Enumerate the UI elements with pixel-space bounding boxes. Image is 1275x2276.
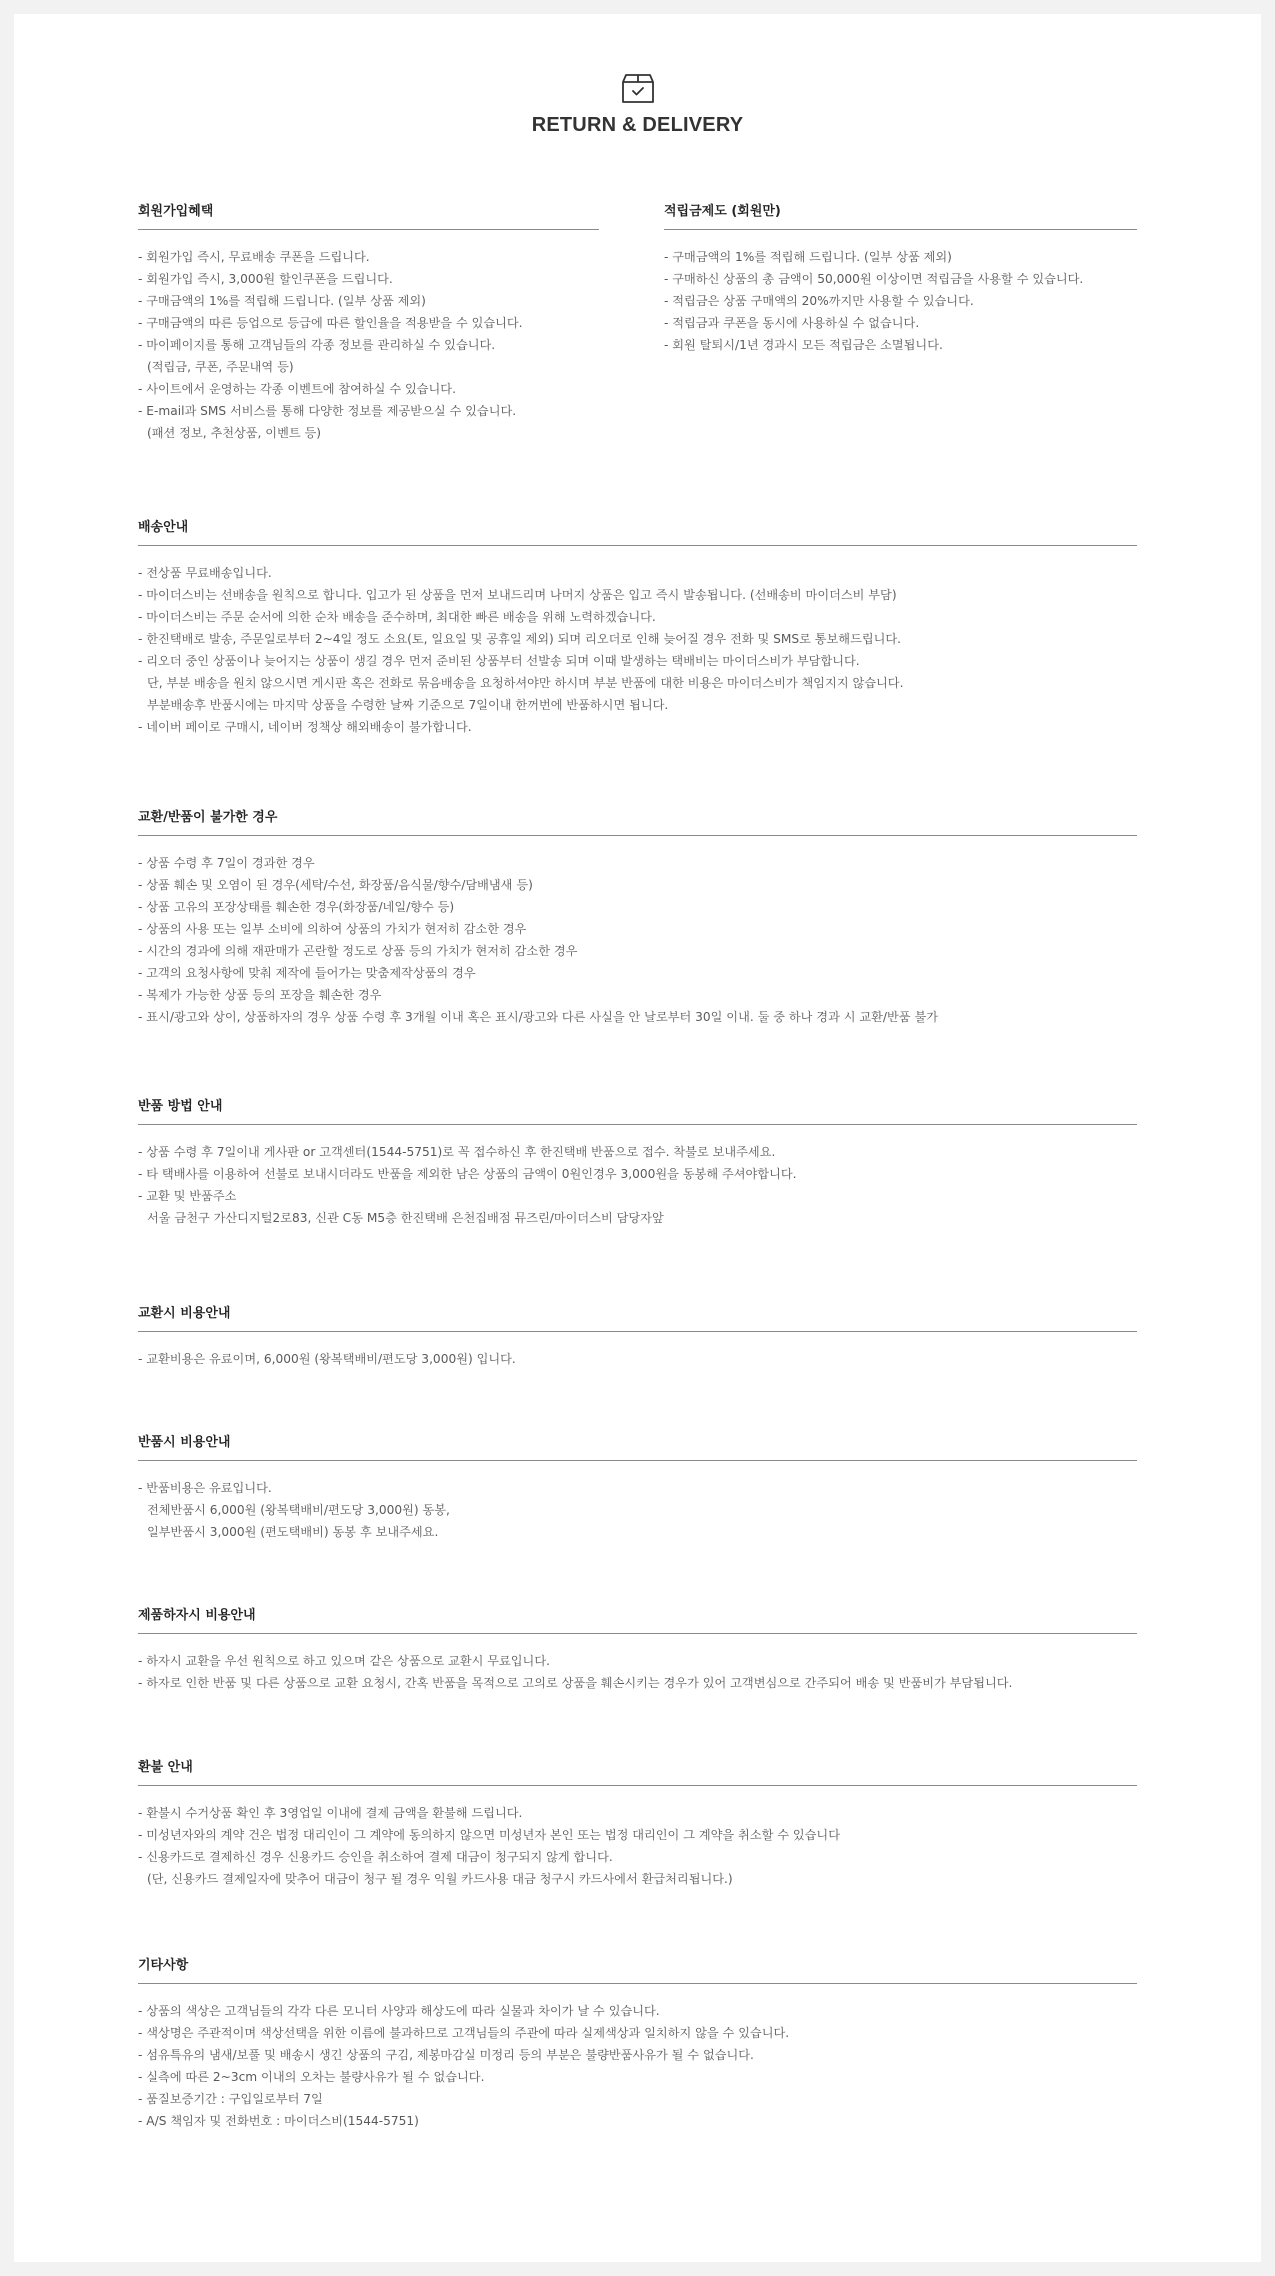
section-title: 반품 방법 안내 bbox=[138, 1095, 1137, 1125]
section-list bbox=[138, 1650, 1137, 1694]
list-item: - 회원가입 즉시, 3,000원 할인쿠폰을 드립니다. bbox=[138, 272, 393, 286]
list-item: - 고객의 요청사항에 맞춰 제작에 들어가는 맞춤제작상품의 경우 bbox=[138, 966, 476, 980]
list-item-note: 단, 부분 배송을 원치 않으시면 게시판 혹은 전화로 묶음배송을 요청하셔야만 하시며 부분 반품에 대한 비용은 마이더스비가 책임지지 않습니다. bbox=[147, 676, 904, 690]
section-membership bbox=[138, 200, 599, 444]
section-points bbox=[664, 200, 1137, 356]
list-item: - 하자시 교환을 우선 원칙으로 하고 있으며 같은 상품으로 교환시 무료입니다. bbox=[138, 1654, 550, 1668]
section-list bbox=[138, 1141, 1137, 1229]
section-title: 반품시 비용안내 bbox=[138, 1431, 1137, 1461]
section-title: 제품하자시 비용안내 bbox=[138, 1604, 1137, 1634]
section-list bbox=[138, 562, 1137, 738]
page-header bbox=[14, 70, 1261, 137]
section-title: 교환시 비용안내 bbox=[138, 1302, 1137, 1332]
list-item: - 마이더스비는 선배송을 원칙으로 합니다. 입고가 된 상품을 먼저 보내드리며 나머지 상품은 입고 즉시 발송됩니다. (선배송비 마이더스비 부담) bbox=[138, 588, 897, 602]
list-item: - A/S 책임자 및 전화번호 : 마이더스비(1544-5751) bbox=[138, 2114, 419, 2128]
list-item: - 미성년자와의 계약 건은 법정 대리인이 그 계약에 동의하지 않으면 미성년자 본인 또는 법정 대리인이 그 계약을 취소할 수 있습니다 bbox=[138, 1828, 840, 1842]
section-title: 교환/반품이 불가한 경우 bbox=[138, 806, 1137, 836]
list-item: - 상품의 색상은 고객님들의 각각 다른 모니터 사양과 해상도에 따라 실물과 차이가 날 수 있습니다. bbox=[138, 2004, 660, 2018]
section-list bbox=[138, 1802, 1137, 1890]
section-etc bbox=[138, 1954, 1137, 2132]
section-defect-cost bbox=[138, 1604, 1137, 1694]
list-item: - E-mail과 SMS 서비스를 통해 다양한 정보를 제공받으실 수 있습니다. bbox=[138, 404, 517, 418]
list-item: - 적립금은 상품 구매액의 20%까지만 사용할 수 있습니다. bbox=[664, 294, 974, 308]
section-list bbox=[138, 852, 1137, 1028]
list-item: - 품질보증기간 : 구입일로부터 7일 bbox=[138, 2092, 323, 2106]
section-list bbox=[138, 1477, 1137, 1543]
list-item: - 구매하신 상품의 총 금액이 50,000원 이상이면 적립금을 사용할 수 있습니다. bbox=[664, 272, 1084, 286]
list-item: - 상품 수령 후 7일이 경과한 경우 bbox=[138, 856, 315, 870]
section-exchange-cost bbox=[138, 1302, 1137, 1370]
list-item: - 상품 고유의 포장상태를 훼손한 경우(화장품/네일/향수 등) bbox=[138, 900, 455, 914]
list-item: - 실측에 따른 2~3cm 이내의 오차는 불량사유가 될 수 없습니다. bbox=[138, 2070, 485, 2084]
page-title: RETURN & DELIVERY bbox=[531, 114, 744, 136]
list-item: - 신용카드로 결제하신 경우 신용카드 승인을 취소하여 결제 대금이 청구되지 않게 합니다. bbox=[138, 1850, 613, 1864]
section-title: 배송안내 bbox=[138, 516, 1137, 546]
list-item-note: 부분배송후 반품시에는 마지막 상품을 수령한 날짜 기준으로 7일이내 한꺼번에 반품하시면 됩니다. bbox=[147, 698, 669, 712]
section-list bbox=[138, 246, 599, 444]
list-item: - 구매금액의 1%를 적립해 드립니다. (일부 상품 제외) bbox=[664, 250, 952, 264]
list-item: - 교환비용은 유료이며, 6,000원 (왕복택배비/편도당 3,000원) 입니다. bbox=[138, 1352, 516, 1366]
list-item: - 시간의 경과에 의해 재판매가 곤란할 정도로 상품 등의 가치가 현저히 감소한 경우 bbox=[138, 944, 578, 958]
section-refund bbox=[138, 1756, 1137, 1890]
list-item: - 한진택배로 발송, 주문일로부터 2~4일 정도 소요(토, 일요일 및 공휴일 제외) 되며 리오더로 인해 늦어질 경우 전화 및 SMS로 통보해드립니다. bbox=[138, 632, 902, 646]
section-list bbox=[664, 246, 1137, 356]
list-item: - 하자로 인한 반품 및 다른 상품으로 교환 요청시, 간혹 반품을 목적으로 고의로 상품을 훼손시키는 경우가 있어 고객변심으로 간주되어 배송 및 반품비가 부담됩니다. bbox=[138, 1676, 1013, 1690]
list-item: - 구매금액의 1%를 적립해 드립니다. (일부 상품 제외) bbox=[138, 294, 426, 308]
section-delivery bbox=[138, 516, 1137, 738]
section-title: 환불 안내 bbox=[138, 1756, 1137, 1786]
list-item: - 마이페이지를 통해 고객님들의 각종 정보를 관리하실 수 있습니다. bbox=[138, 338, 496, 352]
section-list bbox=[138, 1348, 1137, 1370]
list-item-note: (적립금, 쿠폰, 주문내역 등) bbox=[147, 360, 294, 374]
section-list bbox=[138, 2000, 1137, 2132]
list-item: - 색상명은 주관적이며 색상선택을 위한 이름에 불과하므로 고객님들의 주관에 따라 실제색상과 일치하지 않을 수 있습니다. bbox=[138, 2026, 790, 2040]
list-item: - 섬유특유의 냄새/보풀 및 배송시 생긴 상품의 구김, 제봉마감실 미정리 등의 부분은 불량반품사유가 될 수 없습니다. bbox=[138, 2048, 754, 2062]
list-item: - 반품비용은 유료입니다. bbox=[138, 1481, 272, 1495]
content-card bbox=[14, 14, 1261, 2262]
list-item: - 상품의 사용 또는 일부 소비에 의하여 상품의 가치가 현저히 감소한 경우 bbox=[138, 922, 527, 936]
list-item: - 교환 및 반품주소 bbox=[138, 1189, 237, 1203]
section-return-cost bbox=[138, 1431, 1137, 1543]
section-title: 기타사항 bbox=[138, 1954, 1137, 1984]
list-item: - 구매금액의 따른 등업으로 등급에 따른 할인율을 적용받을 수 있습니다. bbox=[138, 316, 523, 330]
section-return-method bbox=[138, 1095, 1137, 1229]
list-item: - 리오더 중인 상품이나 늦어지는 상품이 생길 경우 먼저 준비된 상품부터 선발송 되며 이때 발생하는 택배비는 마이더스비가 부담합니다. bbox=[138, 654, 860, 668]
list-item: - 전상품 무료배송입니다. bbox=[138, 566, 272, 580]
list-item: - 회원 탈퇴시/1년 경과시 모든 적립금은 소멸됩니다. bbox=[664, 338, 943, 352]
list-item: - 타 택배사를 이용하여 선불로 보내시더라도 반품을 제외한 남은 상품의 금액이 0원인경우 3,000원을 동봉해 주셔야합니다. bbox=[138, 1167, 797, 1181]
list-item: - 표시/광고와 상이, 상품하자의 경우 상품 수령 후 3개월 이내 혹은 표시/광고와 다른 사실을 안 날로부터 30일 이내. 둘 중 하나 경과 시 교환/반품 불가 bbox=[138, 1010, 938, 1024]
list-item: - 사이트에서 운영하는 각종 이벤트에 참여하실 수 있습니다. bbox=[138, 382, 456, 396]
section-title: 회원가입혜택 bbox=[138, 200, 599, 230]
list-item: - 상품 훼손 및 오염이 된 경우(세탁/수선, 화장품/음식물/향수/담배냄새 등) bbox=[138, 878, 533, 892]
list-item: - 환불시 수거상품 확인 후 3영업일 이내에 결제 금액을 환불해 드립니다. bbox=[138, 1806, 523, 1820]
package-check-icon bbox=[620, 70, 656, 106]
list-item-note: 일부반품시 3,000원 (편도택배비) 동봉 후 보내주세요. bbox=[147, 1525, 439, 1539]
list-item: - 적립금과 쿠폰을 동시에 사용하실 수 없습니다. bbox=[664, 316, 920, 330]
section-title: 적립금제도 (회원만) bbox=[664, 200, 1137, 230]
list-item-note: 서울 금천구 가산디지털2로83, 신관 C동 M5층 한진택배 은천집배점 뮤즈린/마이더스비 담당자앞 bbox=[147, 1211, 664, 1225]
section-no-return bbox=[138, 806, 1137, 1028]
list-item: - 마이더스비는 주문 순서에 의한 순차 배송을 준수하며, 최대한 빠른 배송을 위해 노력하겠습니다. bbox=[138, 610, 656, 624]
list-item: - 상품 수령 후 7일이내 게사판 or 고객센터(1544-5751)로 꼭 접수하신 후 한진택배 반품으로 접수. 착불로 보내주세요. bbox=[138, 1145, 776, 1159]
list-item-note: (패션 정보, 추천상품, 이벤트 등) bbox=[147, 426, 322, 440]
list-item: - 네이버 페이로 구매시, 네이버 정책상 해외배송이 불가합니다. bbox=[138, 720, 472, 734]
list-item-note: (단, 신용카드 결제일자에 맞추어 대금이 청구 될 경우 익월 카드사용 대금 청구시 카드사에서 환급처리됩니다.) bbox=[147, 1872, 733, 1886]
list-item-note: 전체반품시 6,000원 (왕복택배비/편도당 3,000원) 동봉, bbox=[147, 1503, 450, 1517]
list-item: - 복제가 가능한 상품 등의 포장을 훼손한 경우 bbox=[138, 988, 382, 1002]
list-item: - 회원가입 즉시, 무료배송 쿠폰을 드립니다. bbox=[138, 250, 370, 264]
